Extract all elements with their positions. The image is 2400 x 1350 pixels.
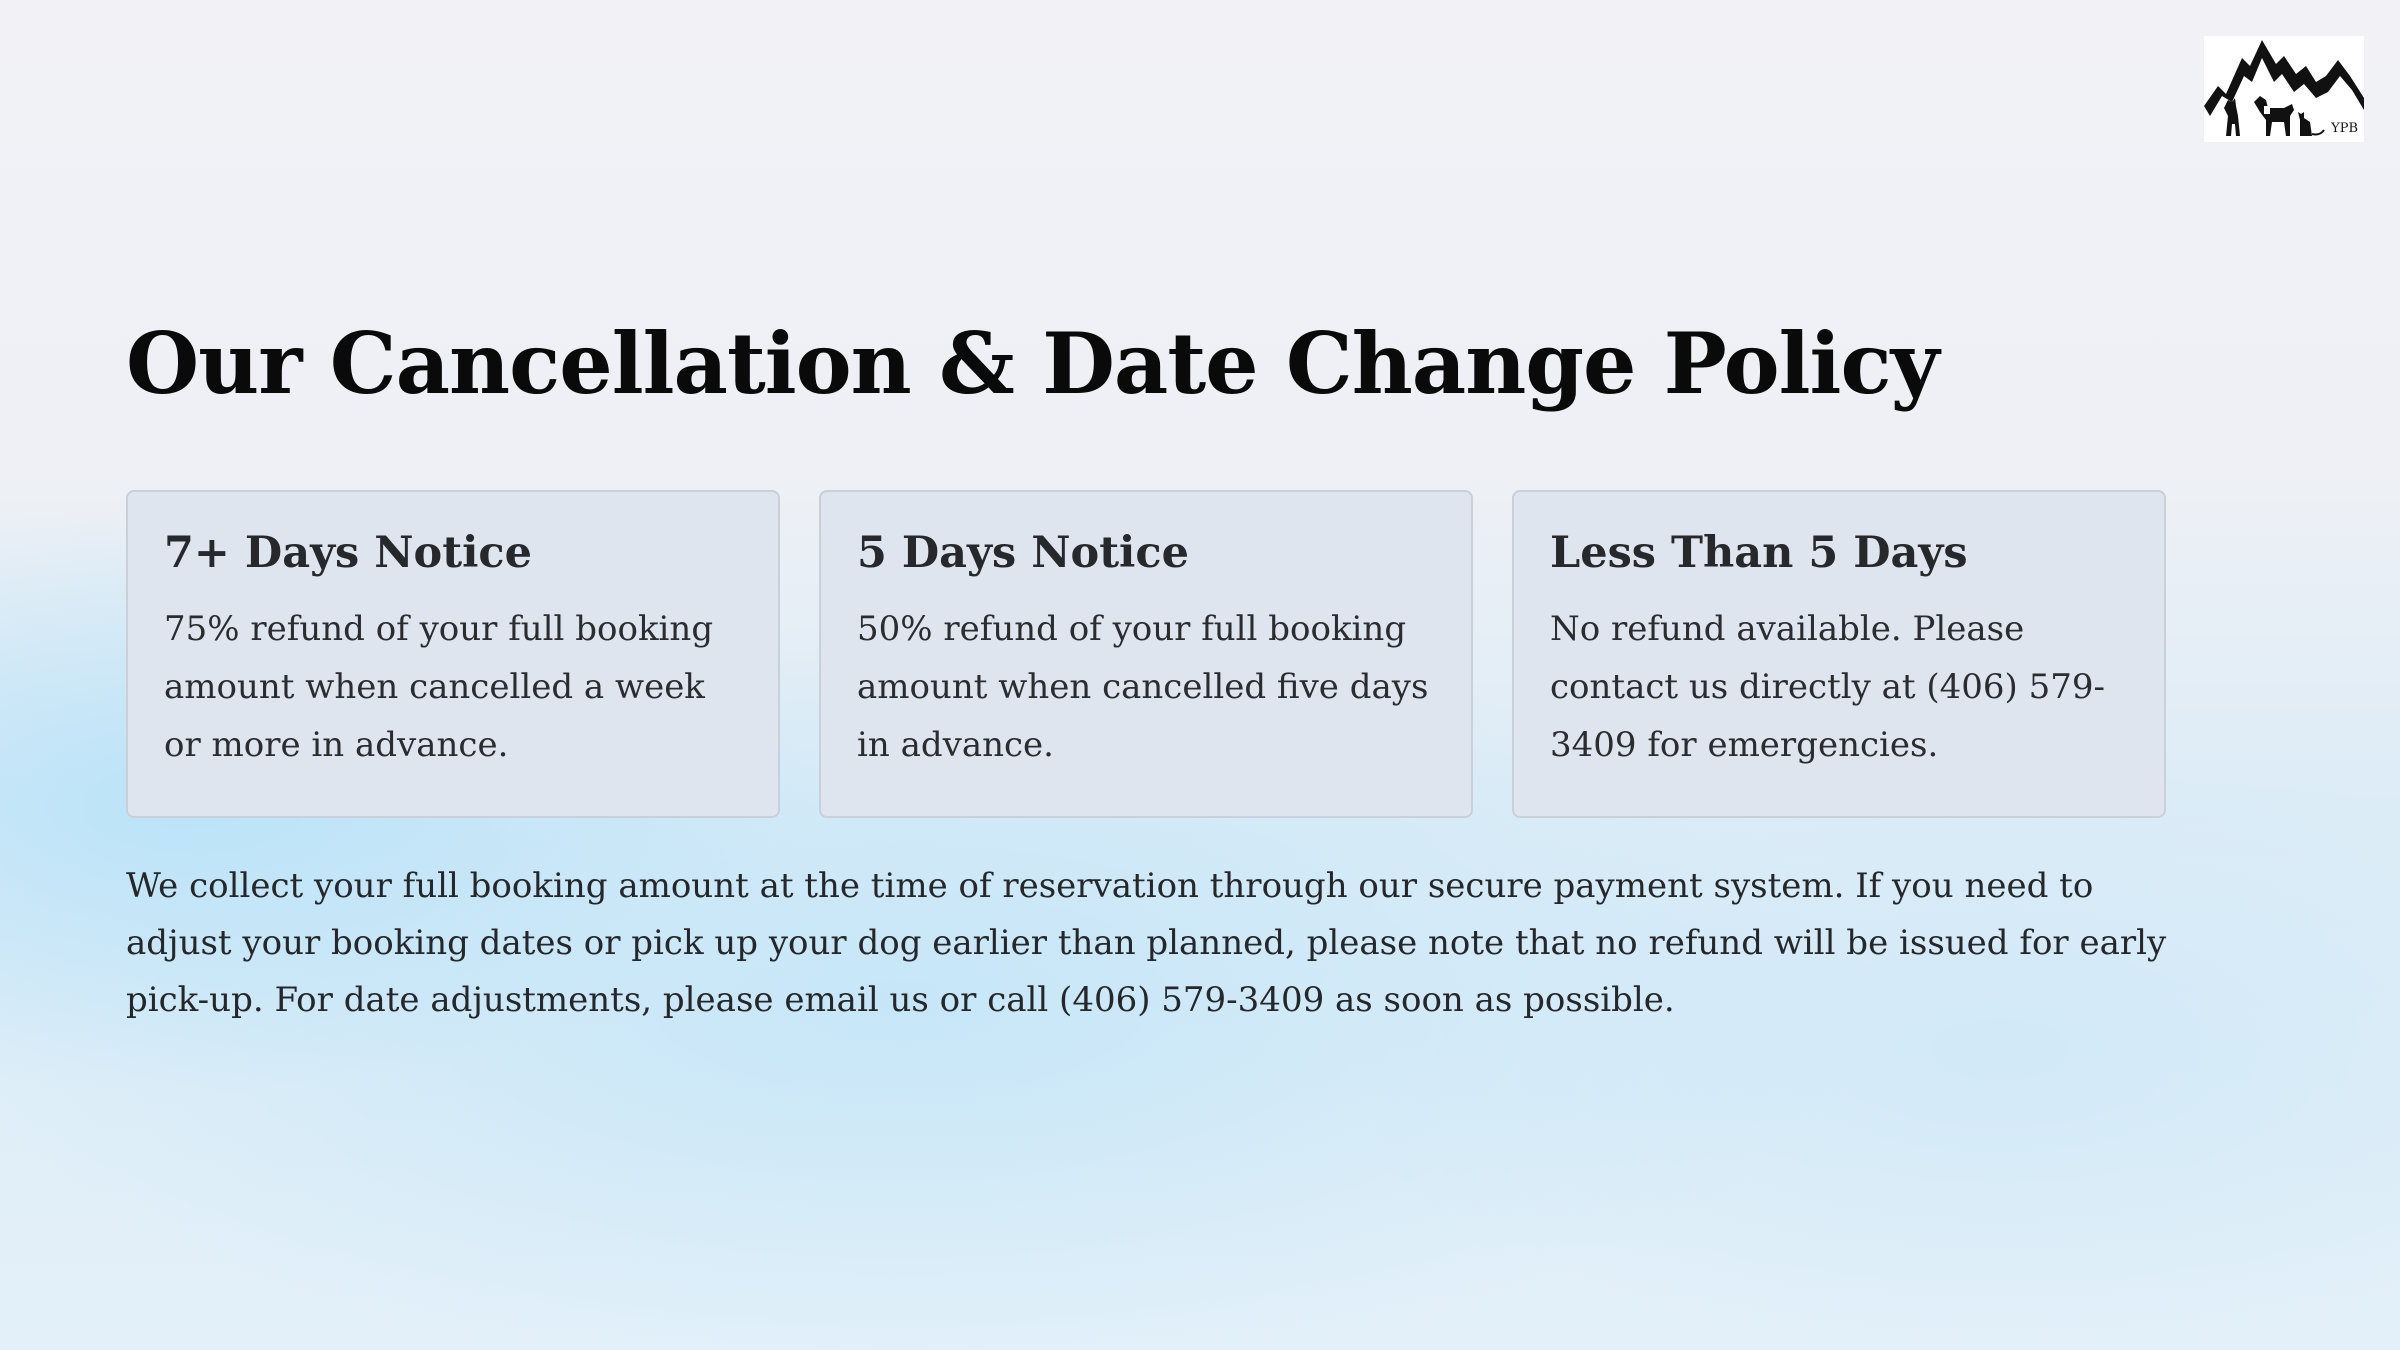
policy-card-5-days (819, 490, 1473, 818)
policy-card-title: Less Than 5 Days (1550, 528, 1968, 578)
policy-card-text: 50% refund of your full booking amount when cancelled five days in advance. (857, 608, 1429, 765)
logo (2204, 36, 2364, 142)
policy-card-text: 75% refund of your full booking amount when cancelled a week or more in advance. (164, 608, 714, 765)
policy-card-title: 7+ Days Notice (164, 528, 532, 578)
policy-note: We collect your full booking amount at the time of reservation through our secure payment system. If you need to adjust your booking dates or pick up your dog earlier than planned, please note that no refund will be issued for early pick-up. For date adjustments, please email us or call (406) 579-3409 as soon as possible. (126, 866, 2167, 1020)
policy-card-7-days (126, 490, 780, 818)
logo-text: YPB (2331, 121, 2358, 136)
page-title: Our Cancellation & Date Change Policy (126, 314, 1939, 413)
policy-card-less-than-5-days (1512, 490, 2166, 818)
policy-cards (126, 490, 2168, 820)
policy-card-text: No refund available. Please contact us directly at (406) 579-3409 for emergencies. (1550, 608, 2105, 765)
policy-card-title: 5 Days Notice (857, 528, 1189, 578)
